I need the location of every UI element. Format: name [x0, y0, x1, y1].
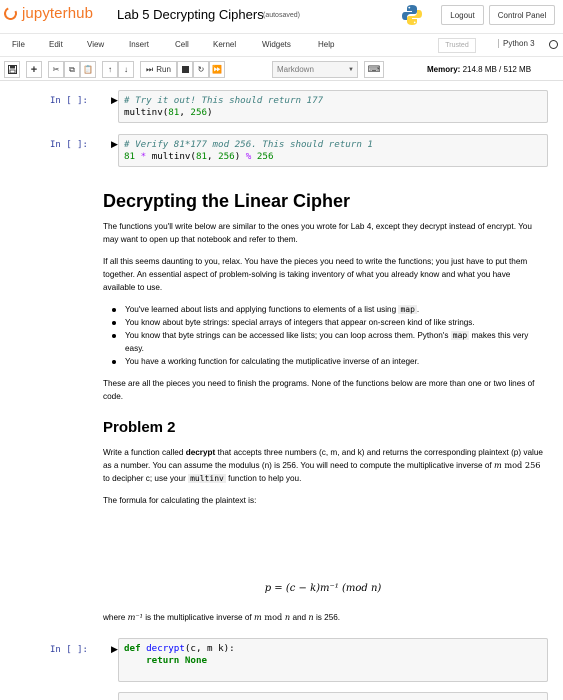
code-keyword: return	[146, 655, 180, 666]
inline-code: multinv	[190, 474, 224, 483]
menu-widgets[interactable]: Widgets	[262, 40, 291, 49]
math-text: n	[284, 612, 291, 622]
paragraph-text: Write a function called	[103, 448, 186, 457]
code-operator: %	[245, 151, 252, 162]
paragraph: The functions you'll write below are similar to the ones you wrote for Lab 4, except they decrypt instead of encrypt. You may want to open up that notebook and refer to them.	[103, 222, 532, 244]
stop-icon	[182, 66, 189, 73]
arrow-up-icon: ↑	[108, 65, 112, 74]
menu-edit[interactable]: Edit	[49, 40, 63, 49]
python-logo-icon	[401, 4, 423, 26]
code-comment: # Try it out! This should return 177	[124, 95, 324, 106]
list-item: You have a working function for calculating the mutiplicative inverse of an integer.	[103, 355, 543, 368]
cut-button[interactable]	[48, 61, 64, 78]
code-cell[interactable]	[118, 638, 548, 682]
list-item-text: makes this very easy.	[125, 331, 529, 353]
cell-prompt: In [ ]:	[50, 140, 88, 150]
logo-brand: jupyterhub	[22, 5, 94, 22]
paragraph: If all this seems daunting to you, relax. You have the pieces you need to write the functions; you just have to put them together. An essential aspect of problem-solving is taking inventory of what you already know and what you have available to use.	[103, 257, 528, 292]
control-panel-button[interactable]: Control Panel	[489, 5, 555, 25]
code-number: 81	[124, 151, 136, 162]
math-formula	[103, 583, 543, 594]
kernel-idle-icon	[549, 40, 558, 49]
paste-button[interactable]	[80, 61, 96, 78]
paragraph	[103, 611, 543, 624]
cell-prompt: In [ ]:	[50, 96, 88, 106]
save-icon	[8, 65, 17, 74]
list-item-text: You've learned about lists and applying functions to elements of a list using	[125, 305, 399, 314]
formula-text: p = (c − k)m⁻¹ (mod n)	[264, 583, 382, 594]
code-number: 81	[195, 151, 208, 162]
logo-text	[22, 5, 93, 22]
run-button[interactable]	[140, 61, 177, 78]
paragraph-text: is 256.	[313, 613, 341, 622]
paragraph-text: to decipher c; use your	[103, 474, 189, 483]
code-punct: )	[207, 107, 213, 118]
code-cell[interactable]	[118, 90, 548, 123]
code-number: 256	[251, 151, 274, 162]
code-args: (c, m k):	[184, 643, 235, 654]
run-cell-icon[interactable]: ▶	[111, 139, 118, 149]
math-text: m	[493, 460, 502, 470]
plus-icon: +	[30, 63, 38, 76]
cell-type-select[interactable]	[272, 61, 358, 78]
header	[0, 0, 563, 32]
code-keyword: None	[179, 655, 208, 666]
scissors-icon: ✂	[52, 65, 60, 74]
list-item-text: You know that byte strings can be accessed like lists; you can loop across them. Python's	[125, 331, 451, 340]
code-function-name: decrypt	[140, 643, 185, 654]
arrow-down-icon: ↓	[124, 65, 128, 74]
cell-type-value: Markdown	[277, 65, 314, 74]
toolbar	[0, 58, 563, 81]
code-punct: ,	[207, 151, 219, 162]
paragraph-text: mod	[261, 612, 285, 622]
save-button[interactable]	[4, 61, 20, 78]
paragraph-text: and	[290, 613, 309, 622]
code-number: 256	[218, 151, 235, 162]
refresh-icon: ↻	[197, 65, 205, 74]
paragraph-text: function to help you.	[225, 474, 302, 483]
run-cell-icon[interactable]: ▶	[111, 95, 118, 105]
paste-icon: 📋	[83, 65, 93, 74]
markdown-cell[interactable]	[103, 611, 543, 624]
math-text: m⁻¹	[127, 612, 143, 622]
paragraph-text: where	[103, 613, 128, 622]
insert-cell-button[interactable]	[26, 61, 42, 78]
math-text: n	[308, 612, 314, 622]
menu-insert[interactable]: Insert	[129, 40, 150, 49]
code-call: multinv(	[151, 151, 196, 162]
run-label: Run	[156, 65, 171, 74]
command-palette-button[interactable]	[364, 61, 384, 78]
code-operator: *	[135, 151, 152, 162]
code-number: 256	[190, 107, 208, 118]
fast-forward-icon: ⏩	[212, 65, 222, 74]
paragraph-text: is the multiplicative inverse of	[142, 613, 254, 622]
paragraph-text: that accepts three numbers (c, m, and k) and returns the corresponding plaintext (p) value as a number. You can assume the modulus (n) is 256. You will need to compute the multiplicative inverse of	[103, 448, 543, 470]
kernel-name[interactable]: Python 3	[498, 39, 535, 48]
list-item: You know about byte strings: special arrays of integers that appear on-screen kind of like strings.	[103, 316, 543, 329]
math-text: mod 256	[501, 460, 541, 470]
restart-run-all-button[interactable]	[209, 61, 225, 78]
code-cell[interactable]	[118, 134, 548, 167]
menu-kernel[interactable]: Kernel	[213, 40, 237, 49]
run-cell-icon[interactable]: ▶	[111, 644, 118, 654]
menu-cell[interactable]: Cell	[175, 40, 189, 49]
copy-icon: ⧉	[69, 64, 75, 74]
menu-help[interactable]: Help	[318, 40, 335, 49]
menu-file[interactable]: File	[12, 40, 25, 49]
bold-text: decrypt	[185, 448, 216, 457]
code-comment: # Verify 81*177 mod 256. This should return 1	[124, 139, 373, 150]
copy-button[interactable]	[64, 61, 80, 78]
inline-code: map	[452, 331, 468, 340]
logout-button[interactable]: Logout	[441, 5, 484, 25]
chevron-down-icon: ▼	[348, 67, 354, 73]
section-heading: Decrypting the Linear Cipher	[103, 191, 351, 211]
paragraph: These are all the pieces you need to finish the programs. None of the functions below are more than one or two lines of code.	[103, 379, 535, 401]
move-up-button[interactable]	[102, 61, 118, 78]
memory-value: 214.8 MB / 512 MB	[462, 65, 532, 74]
jupyterhub-logo[interactable]	[4, 5, 93, 22]
list-item	[103, 329, 543, 355]
bullet-list	[103, 303, 543, 368]
move-down-button[interactable]	[118, 61, 134, 78]
jupyter-logo-icon	[2, 5, 19, 22]
code-cell[interactable]	[118, 692, 548, 700]
menu-view[interactable]: View	[87, 40, 105, 49]
inline-code: map	[400, 305, 415, 314]
code-number: 81	[168, 107, 180, 118]
trusted-indicator[interactable]: Trusted	[438, 38, 476, 53]
code-punct: )	[234, 151, 246, 162]
list-item-text: .	[416, 305, 420, 314]
interrupt-button[interactable]	[177, 61, 193, 78]
section-heading: Problem 2	[103, 419, 176, 436]
keyboard-icon: ⌨	[367, 64, 381, 74]
restart-button[interactable]	[193, 61, 209, 78]
code-punct: ,	[179, 107, 191, 118]
paragraph	[103, 446, 543, 485]
notebook-title[interactable]: Lab 5 Decrypting Ciphers	[117, 7, 264, 22]
paragraph: The formula for calculating the plaintext is:	[103, 496, 257, 505]
markdown-cell[interactable]	[103, 190, 543, 507]
menubar	[0, 33, 563, 57]
memory-usage	[427, 65, 531, 74]
step-forward-icon: ⏭	[146, 64, 154, 74]
autosave-status: (autosaved)	[263, 12, 300, 19]
list-item	[103, 303, 543, 316]
code-keyword: def	[124, 643, 141, 654]
math-text: m	[253, 612, 262, 622]
code-call: multinv(	[124, 107, 169, 118]
cell-prompt: In [ ]:	[50, 645, 88, 655]
memory-label: Memory:	[427, 65, 461, 74]
